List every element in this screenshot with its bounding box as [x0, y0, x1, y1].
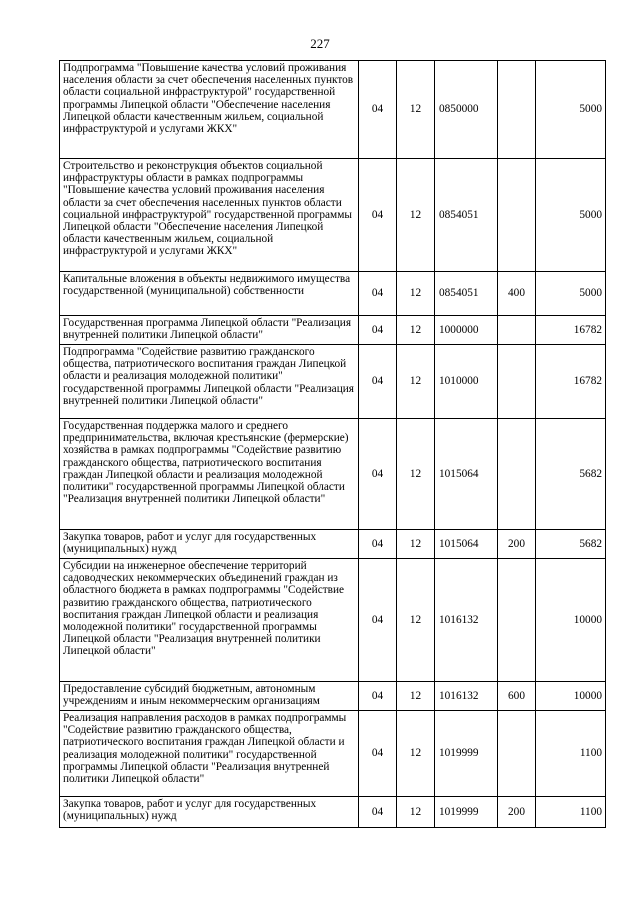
row-section: 04: [359, 159, 397, 272]
row-target: 1015064: [435, 530, 498, 559]
row-section: 04: [359, 316, 397, 345]
row-target: 1016132: [435, 559, 498, 682]
row-sum: 1100: [536, 711, 606, 797]
table-row: [60, 711, 606, 797]
table-row: [60, 345, 606, 419]
row-sum: 1100: [536, 797, 606, 828]
row-section: 04: [359, 711, 397, 797]
budget-table: [59, 60, 606, 828]
table-row: [60, 559, 606, 682]
row-kind: 400: [498, 272, 536, 316]
row-name: Государственная программа Липецкой области "Реализация внутренней политики Липецкой области": [60, 316, 359, 345]
row-target: 1019999: [435, 797, 498, 828]
row-name: Капитальные вложения в объекты недвижимого имущества государственной (муниципальной) собственности: [60, 272, 359, 316]
row-sum: 5000: [536, 272, 606, 316]
row-sum: 16782: [536, 345, 606, 419]
row-sum: 16782: [536, 316, 606, 345]
row-sum: 5682: [536, 530, 606, 559]
row-kind: 200: [498, 530, 536, 559]
row-name: Подпрограмма "Содействие развитию гражданского общества, патриотического воспитания граждан Липецкой области и реализация молодежной политики" государственной программы Липецкой области "Реализация внутренней политики Липецкой области": [60, 345, 359, 419]
row-name: Закупка товаров, работ и услуг для государственных (муниципальных) нужд: [60, 797, 359, 828]
table-row: [60, 316, 606, 345]
row-target: 1015064: [435, 419, 498, 530]
row-section: 04: [359, 61, 397, 159]
row-section: 04: [359, 530, 397, 559]
row-subsection: 12: [397, 159, 435, 272]
row-name: Предоставление субсидий бюджетным, автономным учреждениям и иным некоммерческим организациям: [60, 682, 359, 711]
row-name: Строительство и реконструкция объектов социальной инфраструктуры области в рамках подпрограммы "Повышение качества условий проживания населения области за счет обеспечения населенных пунктов области социальной инфраструктурой" государственной программы Липецкой области "Обеспечение населения Липецкой области качественным жильем, социальной инфраструктурой и услугами ЖКХ": [60, 159, 359, 272]
table-row: [60, 682, 606, 711]
row-kind: [498, 345, 536, 419]
row-subsection: 12: [397, 345, 435, 419]
row-subsection: 12: [397, 419, 435, 530]
row-subsection: 12: [397, 61, 435, 159]
row-subsection: 12: [397, 559, 435, 682]
row-subsection: 12: [397, 797, 435, 828]
table-row: [60, 272, 606, 316]
row-name: Субсидии на инженерное обеспечение территорий садоводческих некоммерческих объединений граждан из областного бюджета в рамках подпрограммы "Содействие развитию гражданского общества, патриотического воспитания граждан Липецкой области и реализация молодежной политики" государственной программы Липецкой области "Реализация внутренней политики Липецкой области": [60, 559, 359, 682]
table-row: [60, 61, 606, 159]
row-sum: 5000: [536, 159, 606, 272]
row-target: 1016132: [435, 682, 498, 711]
row-subsection: 12: [397, 682, 435, 711]
row-target: 1019999: [435, 711, 498, 797]
row-subsection: 12: [397, 711, 435, 797]
table-row: [60, 159, 606, 272]
row-section: 04: [359, 419, 397, 530]
row-target: 0850000: [435, 61, 498, 159]
row-section: 04: [359, 682, 397, 711]
row-sum: 5000: [536, 61, 606, 159]
row-kind: 200: [498, 797, 536, 828]
row-kind: [498, 316, 536, 345]
row-name: Реализация направления расходов в рамках подпрограммы "Содействие развитию гражданского общества, патриотического воспитания граждан Липецкой области и реализация молодежной политики" государственной программы Липецкой области "Реализация внутренней политики Липецкой области": [60, 711, 359, 797]
row-subsection: 12: [397, 272, 435, 316]
row-sum: 5682: [536, 419, 606, 530]
page-number: 227: [310, 36, 330, 51]
row-sum: 10000: [536, 682, 606, 711]
row-subsection: 12: [397, 530, 435, 559]
row-kind: [498, 419, 536, 530]
row-kind: [498, 61, 536, 159]
row-section: 04: [359, 345, 397, 419]
row-section: 04: [359, 272, 397, 316]
table-row: [60, 419, 606, 530]
row-subsection: 12: [397, 316, 435, 345]
row-target: 0854051: [435, 272, 498, 316]
row-kind: [498, 159, 536, 272]
row-name: Государственная поддержка малого и среднего предпринимательства, включая крестьянские (фермерские) хозяйства в рамках подпрограммы "Содействие развитию гражданского общества, патриотического воспитания граждан Липецкой области и реализация молодежной политики" государственной программы Липецкой области "Реализация внутренней политики Липецкой области": [60, 419, 359, 530]
table-row: [60, 797, 606, 828]
row-name: Закупка товаров, работ и услуг для государственных (муниципальных) нужд: [60, 530, 359, 559]
row-target: 1000000: [435, 316, 498, 345]
row-section: 04: [359, 559, 397, 682]
row-target: 0854051: [435, 159, 498, 272]
row-sum: 10000: [536, 559, 606, 682]
row-target: 1010000: [435, 345, 498, 419]
table-row: [60, 530, 606, 559]
row-kind: 600: [498, 682, 536, 711]
row-kind: [498, 559, 536, 682]
row-kind: [498, 711, 536, 797]
row-section: 04: [359, 797, 397, 828]
row-name: Подпрограмма "Повышение качества условий проживания населения области за счет обеспечения населенных пунктов области социальной инфраструктурой" государственной программы Липецкой области "Обеспечение населения Липецкой области качественным жильем, социальной инфраструктурой и услугами ЖКХ": [60, 61, 359, 159]
